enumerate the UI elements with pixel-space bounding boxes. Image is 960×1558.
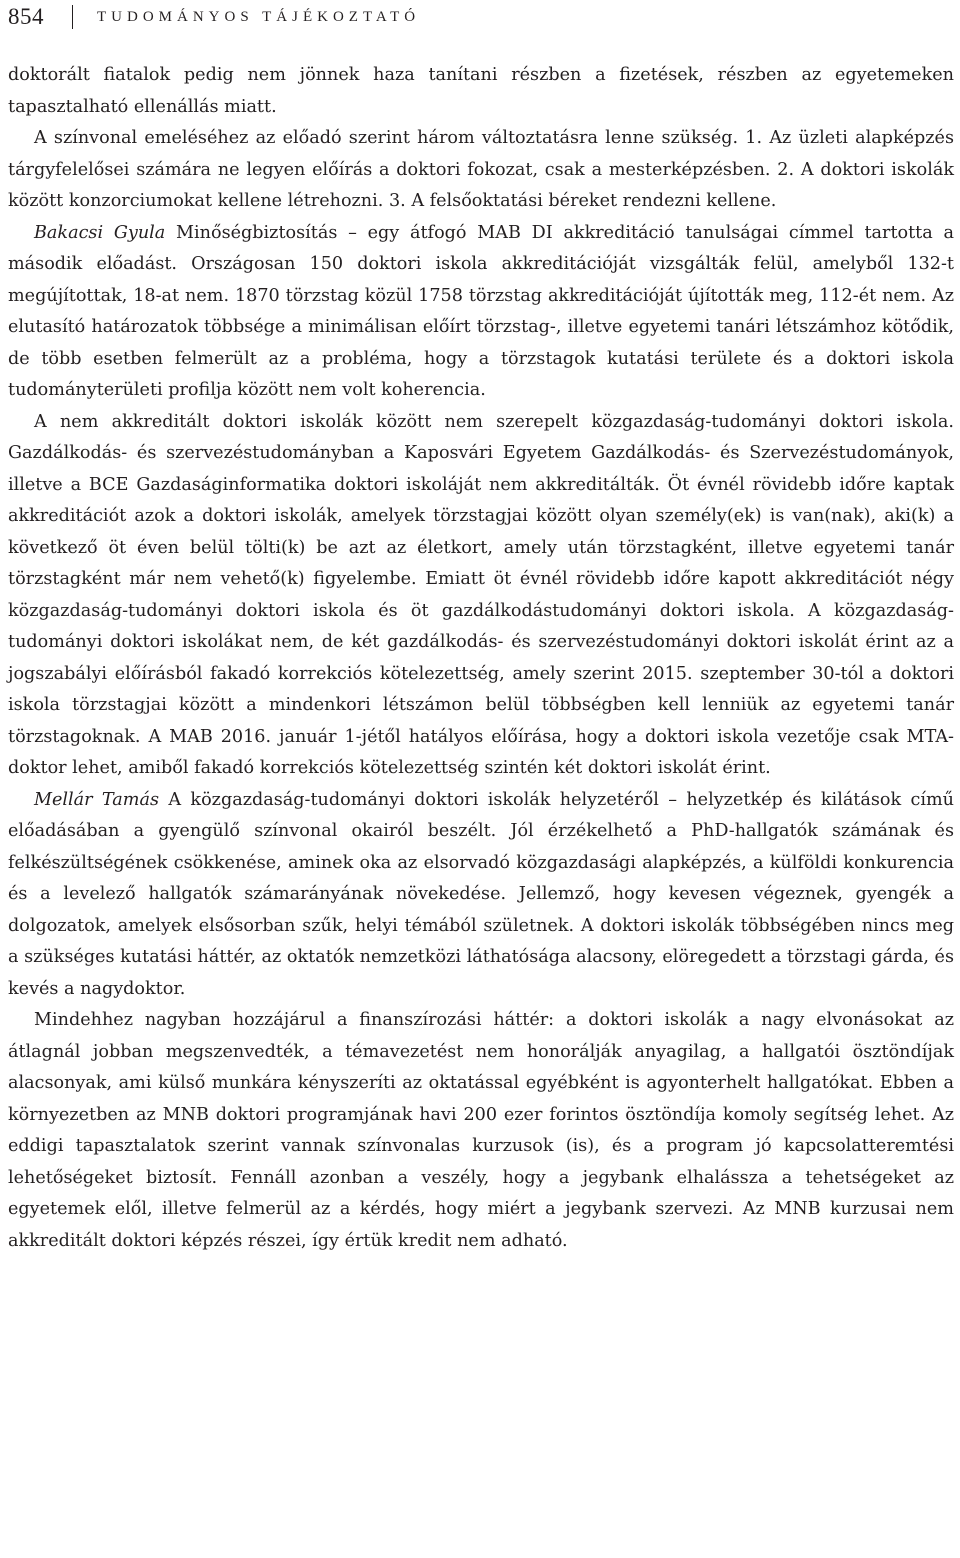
paragraph-5 xyxy=(8,785,954,1006)
paragraph-6: Mindehhez nagyban hozzájárul a finanszírozási háttér: a doktori iskolák a nagy elvonásokat az átlagnál jobban megszenvedték, a témavezetést nem honorálják anyagilag, a hallgatói ösztöndíjak alacsonyak, ami külső munkára kényszeríti az oktatással egyébként is agyonterhelt hallgatókat. Ebben a környezetben az MNB doktori programjának havi 200 ezer forintos ösztöndíja komoly segítség lehet. Az eddigi tapasztalatok szerint vannak színvonalas kurzusok (is), és a program jó kapcsolatteremtési lehetőségeket biztosít. Fennáll azonban a veszély, hogy a jegybank elhalássza a tehetségeket az egyetemek elől, illetve felmerül az a kérdés, hogy miért a jegybank szervezi. Az MNB kurzusai nem akkreditált doktori képzés részei, így értük kredit nem adható. xyxy=(8,1010,954,1251)
speaker-name-bakacsi: Bakacsi Gyula xyxy=(34,222,166,243)
article-body xyxy=(8,60,954,1257)
paragraph-1: doktorált fiatalok pedig nem jönnek haza tanítani részben a fizetések, részben az egyetemeken tapasztalható ellenállás miatt. xyxy=(8,65,954,117)
running-head xyxy=(8,0,420,34)
paragraph-3 xyxy=(8,218,954,407)
paragraph-2: A színvonal emeléséhez az előadó szerint három változtatásra lenne szükség. 1. Az üzleti alapképzés tárgyfelelősei számára ne legyen előírás a doktori fokozat, csak a mesterképzésben. 2. A doktori iskolák között konzorciumokat kellene létrehozni. 3. A felsőoktatási béreket rendezni kellene. xyxy=(8,128,954,211)
page-number: 854 xyxy=(8,4,44,29)
header-divider xyxy=(72,5,73,29)
paragraph-3-text: Minőségbiztosítás – egy átfogó MAB DI akkreditáció tanulságai címmel tartotta a második előadást. Országosan 150 doktori iskola akkreditációját vizsgálták felül, amelyből 132-t megújítottak, 18-at nem. 1870 törzstag közül 1758 törzstag akkreditációját újították meg, 112-ét nem. Az elutasító határozatok többsége a minimálisan előírt törzstag-, illetve egyetemi tanári létszámhoz kötődik, de több esetben felmerült az a probléma, hogy a törzstagok kutatási területe és a doktori iskola tudományterületi profilja között nem volt koherencia. xyxy=(8,222,954,400)
speaker-name-mellar: Mellár Tamás xyxy=(34,789,159,810)
paragraph-5-text: A közgazdaság-tudományi doktori iskolák helyzetéről – helyzetkép és kilátások című előadásában a gyengülő színvonal okairól beszélt. Jól érzékelhető a PhD-hallgatók számának és felkészültségének csökkenése, aminek oka az elsorvadó közgazdasági alapképzés, a külföldi konkurencia és a levelező hallgatók számarányának növekedése. Jellemző, hogy kevesen végeznek, gyengék a dolgozatok, amelyek elsősorban szűk, helyi témából születnek. A doktori iskolák többségében nincs meg a szükséges kutatási háttér, az oktatók nemzetközi láthatósága alacsony, elöregedett a törzstagi gárda, és kevés a nagydoktor. xyxy=(8,789,954,999)
paragraph-4: A nem akkreditált doktori iskolák között nem szerepelt közgazdaság-tudományi doktori iskola. Gazdálkodás- és szervezéstudományban a Kaposvári Egyetem Gazdálkodás- és Szervezéstudományok, illetve a BCE Gazdaságinformatika doktori iskoláját nem akkreditálták. Öt évnél rövidebb időre kaptak akkreditációt azok a doktori iskolák, amelyek törzstagjai között olyan személy(ek) is van(nak), aki(k) a következő öt éven belül tölti(k) be azt az életkort, amely után törzstagként, illetve egyetemi tanár törzstagként már nem vehető(k) figyelembe. Emiatt öt évnél rövidebb időre kapott akkreditációt négy közgazdaság-tudományi doktori iskola és öt gazdálkodástudományi doktori iskola. A közgazdaság-tudományi doktori iskolákat nem, de két gazdálkodás- és szervezéstudományi doktori iskolát érint az a jogszabályi előírásból fakadó korrekciós kötelezettség, amely szerint 2015. szeptember 30-tól a doktori iskola törzstagjai között a mindenkori létszámon belül többségben kell lenniük az egyetemi tanár törzstagoknak. A MAB 2016. január 1-jétől hatályos előírása, hogy a doktori iskola vezetője csak MTA-doktor lehet, amiből fakadó korrekciós kötelezettség szintén két doktori iskolát érint. xyxy=(8,411,954,778)
journal-title: TUDOMÁNYOS TÁJÉKOZTATÓ xyxy=(97,8,421,25)
